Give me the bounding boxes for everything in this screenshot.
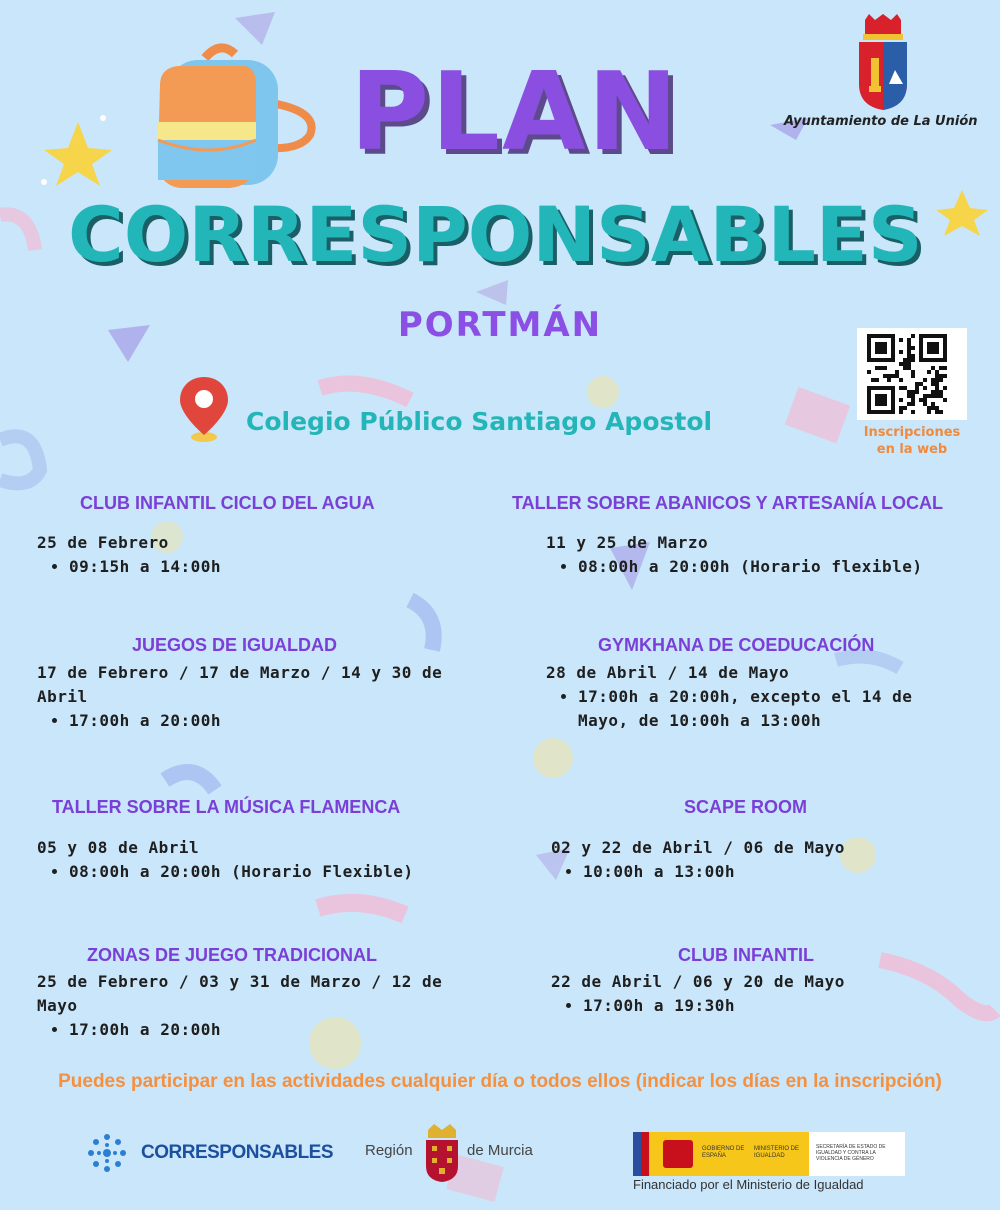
activity-dates: 28 de Abril / 14 de Mayo	[546, 663, 790, 682]
activity-details-abanicos	[546, 531, 986, 579]
region-murcia-left: Región	[365, 1142, 413, 1159]
backpack-illustration	[150, 40, 330, 190]
activity-time: • 10:00h a 13:00h	[583, 860, 991, 884]
activity-dates-line2: Abril	[37, 687, 88, 706]
activity-dates: 02 y 22 de Abril / 06 de Mayo	[551, 838, 845, 857]
activity-time: • 08:00h a 20:00h (Horario Flexible)	[69, 860, 487, 884]
region-murcia-right: de Murcia	[467, 1142, 533, 1159]
activity-details-club-agua	[37, 531, 477, 579]
registration-note-line2: en la web	[876, 442, 948, 457]
secretary-text: SECRETARÍA DE ESTADO DE IGUALDAD Y CONTRA LA VIOLENCIA DE GÉNERO	[816, 1144, 886, 1162]
ministry-text: MINISTERIO DE IGUALDAD	[754, 1146, 800, 1159]
activity-details-club-infantil	[551, 970, 991, 1018]
activity-dates: 05 y 08 de Abril	[37, 838, 200, 857]
activity-title-juegos-igualdad: JUEGOS DE IGUALDAD	[132, 635, 338, 655]
activity-title-club-agua: CLUB INFANTIL CICLO DEL AGUA	[80, 493, 375, 513]
activity-dates: 11 y 25 de Marzo	[546, 533, 709, 552]
activity-dates-line1: 25 de Febrero / 03 y 31 de Marzo / 12 de	[37, 972, 443, 991]
registration-note-line1: Inscripciones	[863, 425, 961, 440]
activity-details-musica-flamenca	[37, 836, 487, 884]
activity-time: • 09:15h a 14:00h	[69, 555, 477, 579]
activity-dates: 25 de Febrero	[37, 533, 169, 552]
activity-title-juego-tradicional: ZONAS DE JUEGO TRADICIONAL	[87, 945, 378, 965]
activity-title-scape-room: SCAPE ROOM	[684, 797, 808, 817]
activity-title-club-infantil: CLUB INFANTIL	[678, 945, 814, 965]
activity-title-musica-flamenca: TALLER SOBRE LA MÚSICA FLAMENCA	[52, 797, 401, 817]
government-text: GOBIERNO DE ESPAÑA	[702, 1146, 745, 1159]
location-title: PORTMÁN	[397, 305, 603, 345]
activity-time: • 17:00h a 20:00h	[69, 1018, 487, 1042]
council-coat-of-arms-icon	[855, 14, 911, 112]
activity-title-abanicos: TALLER SOBRE ABANICOS Y ARTESANÍA LOCAL	[512, 493, 944, 513]
qr-code[interactable]	[857, 328, 967, 420]
activity-time: • 17:00h a 20:00h	[69, 709, 487, 733]
corresponsables-logo-icon	[80, 1130, 134, 1176]
school-name: Colegio Público Santiago Apostol	[246, 407, 713, 436]
activity-dates: 22 de Abril / 06 y 20 de Mayo	[551, 972, 845, 991]
registration-note	[855, 424, 969, 458]
page-title-plan: PLAN	[350, 50, 680, 175]
council-name: Ayuntamiento de La Unión	[784, 114, 978, 129]
activity-title-gymkhana: GYMKHANA DE COEDUCACIÓN	[598, 635, 875, 655]
activity-details-juegos-igualdad	[37, 661, 487, 733]
activity-dates-line1: 17 de Febrero / 17 de Marzo / 14 y 30 de	[37, 663, 443, 682]
funding-note: Financiado por el Ministerio de Igualdad	[633, 1177, 864, 1192]
location-pin-icon	[178, 373, 230, 445]
activity-time: • 08:00h a 20:00h (Horario flexible)	[578, 555, 986, 579]
corresponsables-logo-text: CORRESPONSABLES	[141, 1142, 334, 1163]
activity-dates-line2: Mayo	[37, 996, 78, 1015]
participation-note: Puedes participar en las actividades cualquier día o todos ellos (indicar los días en la inscripción)	[58, 1071, 942, 1092]
region-murcia-shield-icon	[422, 1122, 462, 1184]
page-title-corresponsables: CORRESPONSABLES	[68, 190, 923, 279]
activity-time-line1: 17:00h a 20:00h, excepto el 14 de	[578, 687, 913, 706]
activity-details-scape-room	[551, 836, 991, 884]
activity-details-gymkhana	[546, 661, 986, 733]
activity-details-juego-tradicional	[37, 970, 487, 1042]
activity-time: • 17:00h a 19:30h	[583, 994, 991, 1018]
activity-time-line2: Mayo, de 10:00h a 13:00h	[578, 711, 822, 730]
